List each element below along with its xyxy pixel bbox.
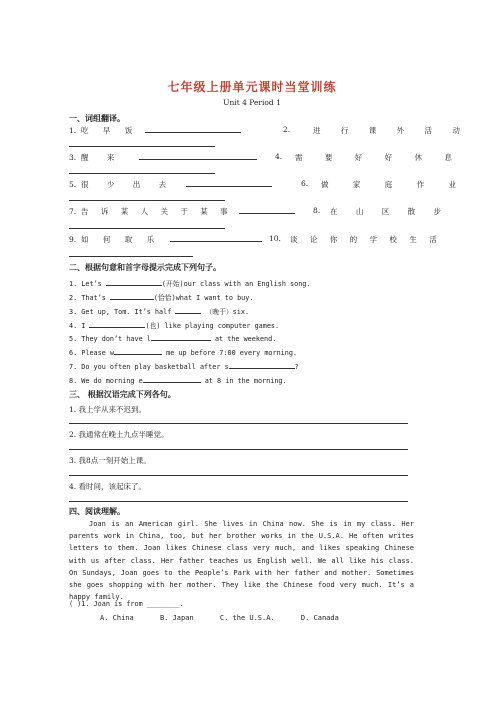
s3-item-2: 2. 我通常在晚上九点半睡觉。 — [69, 430, 169, 439]
s3-answer-1[interactable] — [69, 423, 408, 424]
s1-answer-8[interactable] — [69, 228, 225, 229]
s1-answer-5[interactable] — [186, 179, 272, 187]
s1-answer-1[interactable] — [145, 125, 241, 133]
s2-item-5: 5. They don’t have l at the weekend. — [69, 335, 277, 343]
section3-heading: 三、 根据汉语完成下列各句。 — [69, 389, 176, 399]
s2-blank-5[interactable] — [151, 333, 211, 341]
s2-blank-8[interactable] — [143, 375, 201, 383]
s1-row-2: 3. 醒 来 4. 需 要 好 好 休 息 — [69, 152, 462, 162]
option-c[interactable]: C. the U.S.A. — [219, 614, 275, 622]
s1-answer-4[interactable] — [69, 173, 215, 174]
s2-item-2: 2. That’s (恰恰)what I want to buy. — [69, 294, 254, 302]
s3-answer-4[interactable] — [69, 501, 408, 502]
s2-item-3: 3. Get up, Tom. It’s half （晚于）six. — [69, 308, 250, 316]
s1-row-3: 5. 很 少 出 去 6. 做 家 庭 作 业 — [69, 179, 468, 189]
s2-blank-1[interactable] — [106, 278, 162, 286]
s2-item-4: 4. I (也) like playing computer games. — [69, 322, 280, 330]
option-a[interactable]: A. China — [100, 614, 134, 622]
s2-blank-6[interactable] — [114, 347, 162, 355]
s1-answer-7[interactable] — [239, 206, 295, 214]
section4-heading: 四、阅读理解。 — [69, 506, 125, 516]
s3-item-4: 4. 看时间，该起床了。 — [69, 482, 147, 491]
s1-row-1: 1. 吃 早 饭 2. 进 行 课 外 活 动 — [69, 125, 469, 135]
page-title: 七年级上册单元课时当堂训练 — [167, 80, 337, 94]
question-1: ( )1. Joan is from ________. — [69, 600, 184, 608]
page-subtitle: Unit 4 Period 1 — [223, 98, 281, 107]
s3-item-3: 3. 我8点一刻开始上课。 — [69, 456, 151, 465]
s3-answer-3[interactable] — [69, 475, 408, 476]
s2-item-1: 1. Let’s (开始)our class with an English song. — [69, 280, 311, 288]
option-b[interactable]: B. Japan — [159, 614, 194, 622]
s3-answer-2[interactable] — [69, 449, 408, 450]
section2-heading: 二、根据句意和首字母提示完成下列句子。 — [69, 262, 221, 272]
section1-heading: 一、词组翻译。 — [69, 113, 125, 123]
option-d[interactable]: D. Canada — [300, 614, 339, 622]
question-1-options — [100, 614, 361, 622]
s2-blank-3[interactable] — [175, 306, 201, 314]
s1-answer-10[interactable] — [69, 256, 193, 257]
s1-answer-2[interactable] — [69, 146, 215, 147]
s1-row-4: 7. 告 诉 某 人 关 于 某 事 8. 在 山 区 散 步 — [69, 206, 450, 216]
s2-blank-4[interactable] — [89, 320, 145, 328]
s2-blank-7[interactable] — [229, 361, 295, 369]
s2-item-8: 8. We do morning e at 8 in the morning. — [69, 377, 287, 385]
s1-row-5: 9. 如 何 取 乐 10. 谈 论 你 的 学 校 生 活 — [69, 234, 442, 244]
reading-passage: Joan is an American girl. She lives in China now. She is in my class. Her parents work in China, too, but her brother works in the U.S.A. He often writes letters to them. Joan likes Chinese class very much, and likes speaking Chinese with us after class. Her father teaches us English well. We all like his class. On Sundays, Joan goes to the People’s Park with her father and mother. Sometimes she goes shopping with her mother. They like the Chinese food very much. It’s a happy family. — [69, 520, 414, 602]
s1-answer-6[interactable] — [69, 200, 225, 201]
s1-answer-3[interactable] — [139, 152, 257, 160]
s1-answer-9[interactable] — [170, 234, 262, 242]
s3-item-1: 1. 我上学从来不迟到。 — [69, 405, 147, 414]
s2-blank-2[interactable] — [110, 292, 154, 300]
s2-item-7: 7. Do you often play basketball after s ? — [69, 363, 299, 371]
s2-item-6: 6. Please w me up before 7:00 every morning. — [69, 349, 298, 357]
